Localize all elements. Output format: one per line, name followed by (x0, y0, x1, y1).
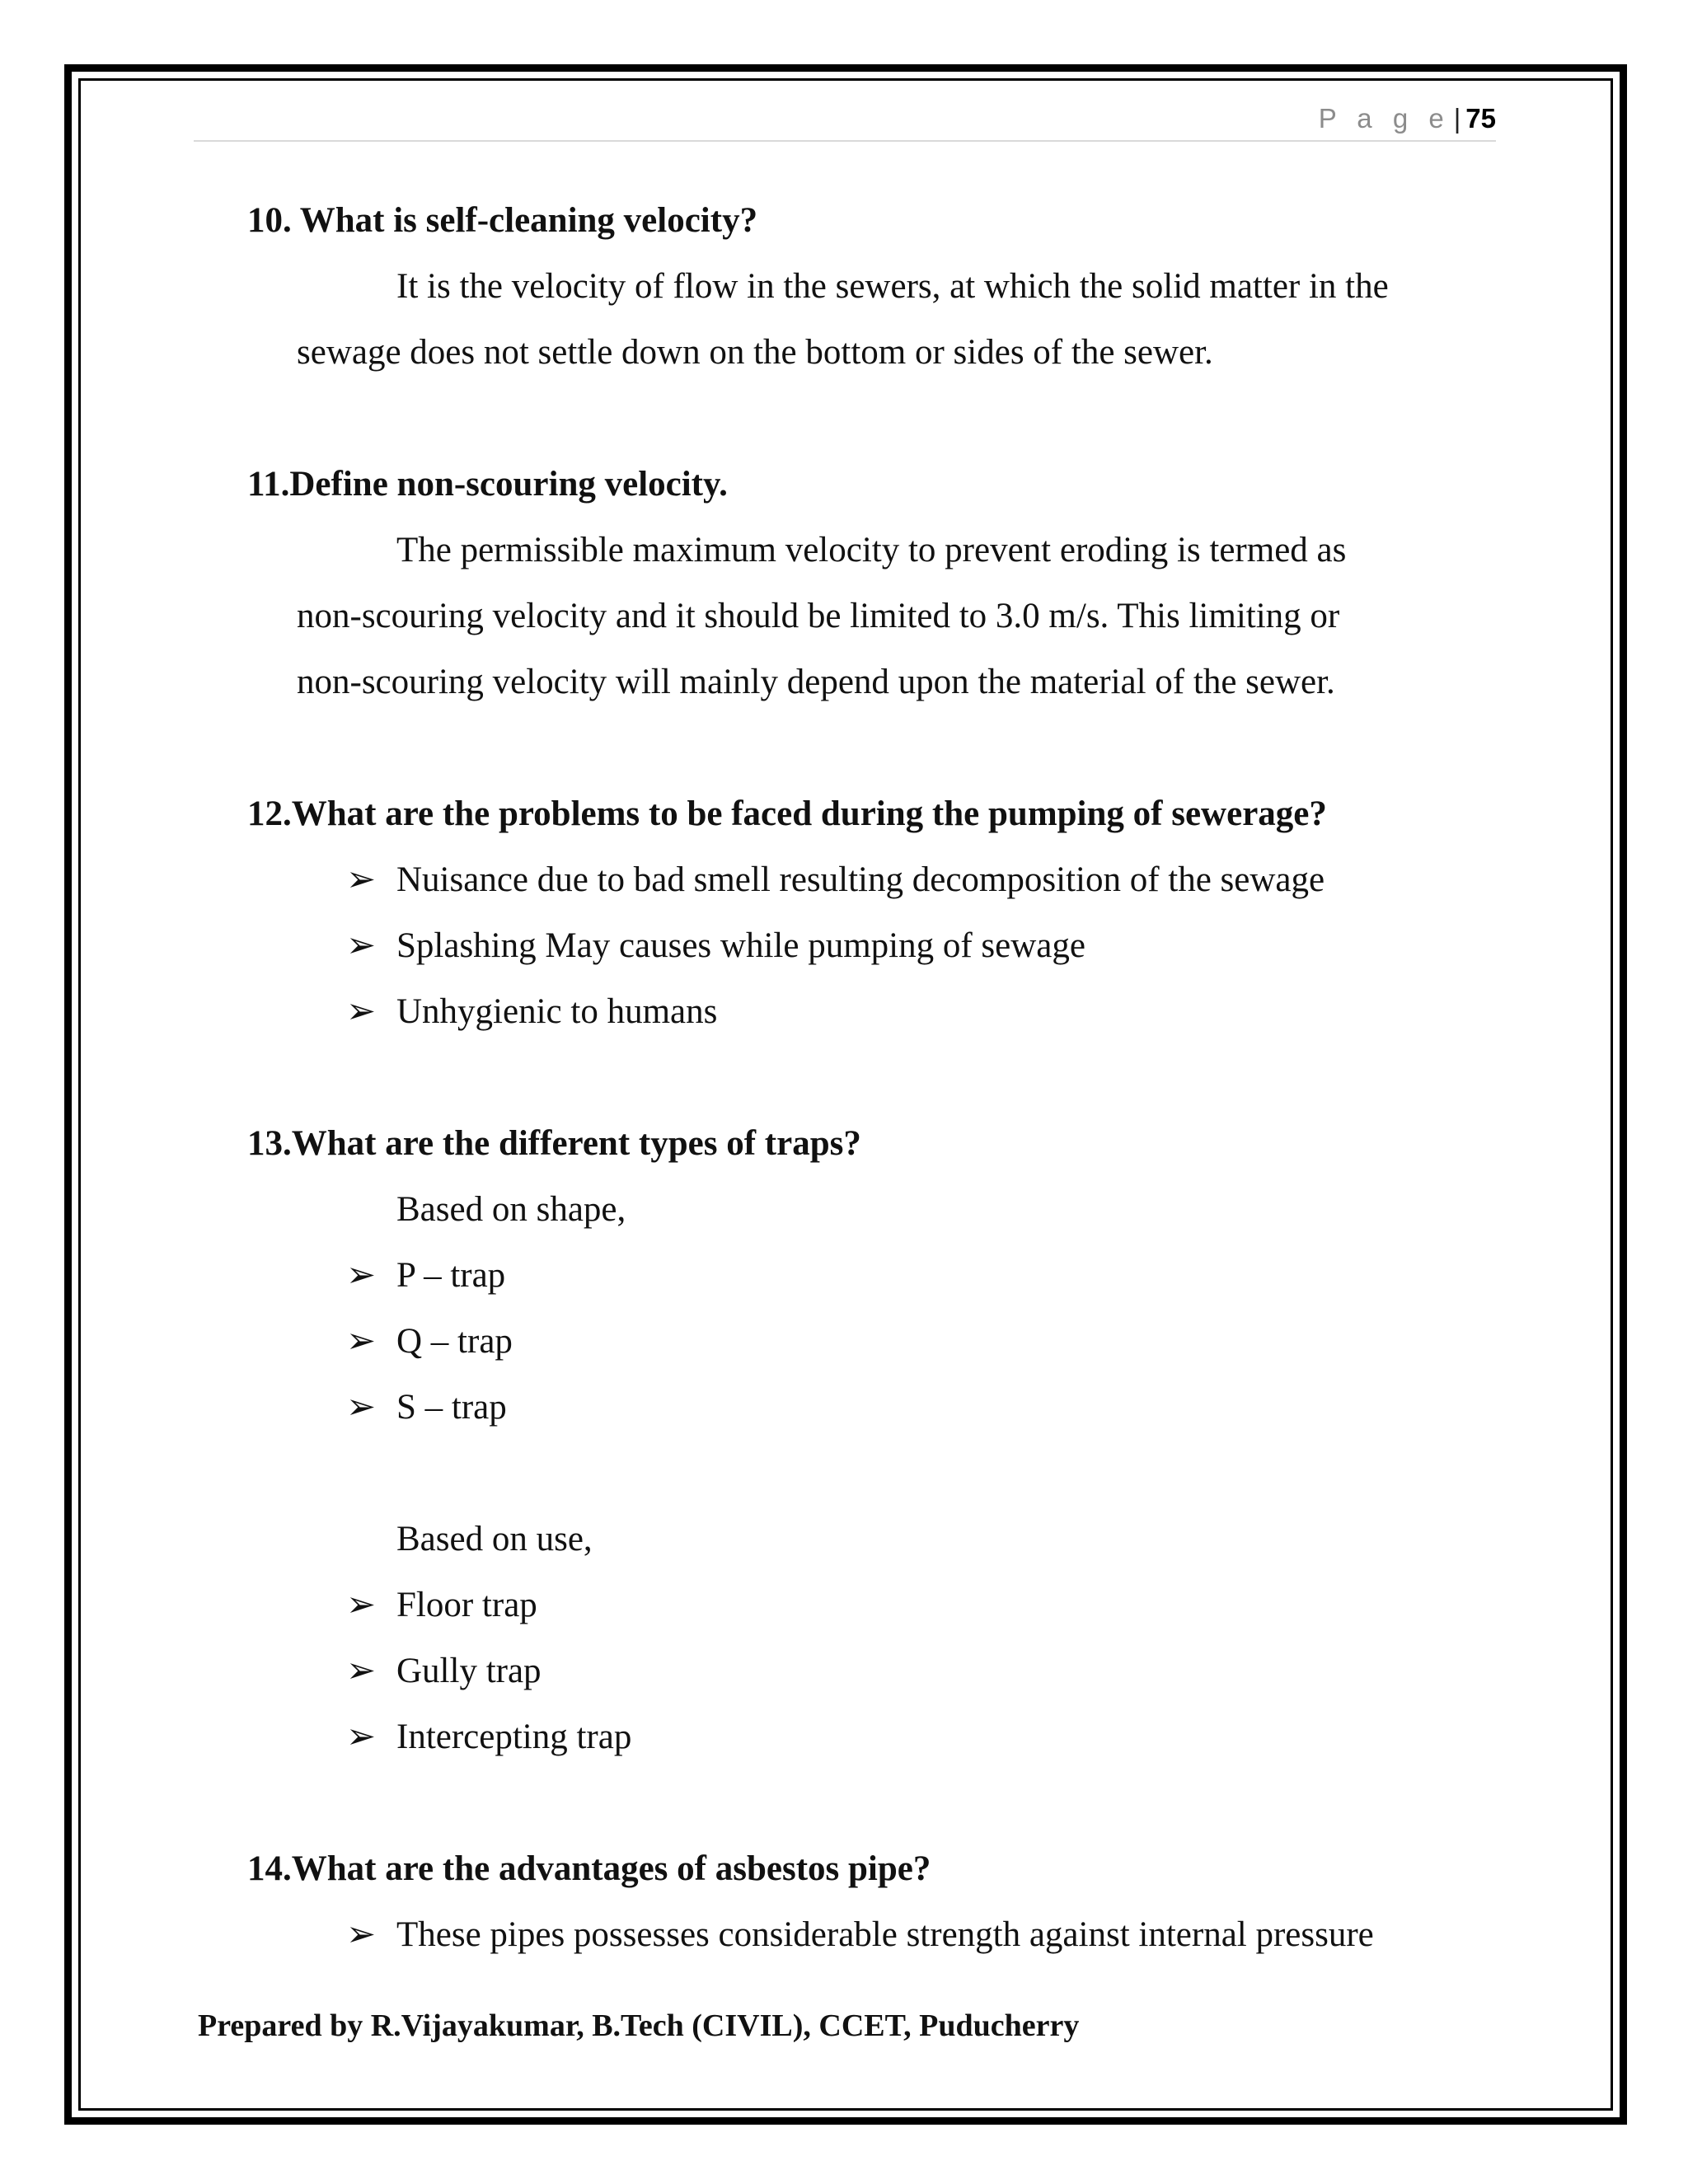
list-item (346, 921, 1085, 971)
list-item-text: P – trap (396, 1256, 506, 1295)
bullet-arrow-icon: ➢ (346, 1256, 377, 1295)
list-item (346, 1383, 507, 1432)
bullet-arrow-icon: ➢ (346, 1586, 377, 1624)
list-item (346, 1713, 631, 1762)
use-label: Based on use, (396, 1520, 593, 1558)
list-item (346, 1910, 1374, 1960)
question-14-title: 14.What are the advantages of asbestos pipe? (247, 1849, 931, 1888)
answer-11-line-1: The permissible maximum velocity to prevent eroding is termed as (396, 531, 1347, 569)
bullet-arrow-icon: ➢ (346, 860, 377, 899)
question-11-title: 11.Define non-scouring velocity. (247, 465, 728, 504)
page-footer: Prepared by R.Vijayakumar, B.Tech (CIVIL), CCET, Puducherry (198, 2008, 1080, 2043)
list-item-text: Unhygienic to humans (396, 992, 718, 1031)
page-separator: | (1453, 103, 1461, 134)
list-item-text: Gully trap (396, 1652, 542, 1690)
list-item-text: Q – trap (396, 1322, 513, 1361)
list-item-text: These pipes possesses considerable strength against internal pressure (396, 1915, 1374, 1954)
bullet-arrow-icon: ➢ (346, 1322, 377, 1361)
answer-11-line-3: non-scouring velocity will mainly depend upon the material of the sewer. (297, 663, 1335, 701)
page-label: P a g e (1318, 103, 1451, 134)
question-12-title: 12.What are the problems to be faced during the pumping of sewerage? (247, 794, 1327, 833)
page-number: 75 (1465, 103, 1496, 134)
answer-11-line-2: non-scouring velocity and it should be limited to 3.0 m/s. This limiting or (297, 597, 1340, 635)
answer-10-line-2: sewage does not settle down on the bottom or sides of the sewer. (297, 333, 1213, 372)
bullet-arrow-icon: ➢ (346, 992, 377, 1031)
bullet-arrow-icon: ➢ (346, 926, 377, 965)
list-item (346, 1581, 537, 1630)
list-item-text: Floor trap (396, 1586, 537, 1624)
question-13-title: 13.What are the different types of traps? (247, 1124, 861, 1163)
bullet-arrow-icon: ➢ (346, 1718, 377, 1756)
list-item (346, 1647, 542, 1696)
list-item-text: Intercepting trap (396, 1718, 632, 1756)
answer-10-line-1: It is the velocity of flow in the sewers, at which the solid matter in the (396, 267, 1389, 306)
list-item-text: Splashing May causes while pumping of sewage (396, 926, 1085, 965)
list-item (346, 987, 717, 1037)
bullet-arrow-icon: ➢ (346, 1915, 377, 1954)
list-item (346, 1317, 513, 1366)
bullet-arrow-icon: ➢ (346, 1652, 377, 1690)
list-item-text: Nuisance due to bad smell resulting decomposition of the sewage (396, 860, 1325, 899)
bullet-arrow-icon: ➢ (346, 1388, 377, 1427)
list-item-text: S – trap (396, 1388, 507, 1427)
question-10-title: 10. What is self-cleaning velocity? (247, 201, 758, 240)
list-item (346, 855, 1325, 905)
shape-label: Based on shape, (396, 1190, 626, 1229)
list-item (346, 1251, 505, 1301)
